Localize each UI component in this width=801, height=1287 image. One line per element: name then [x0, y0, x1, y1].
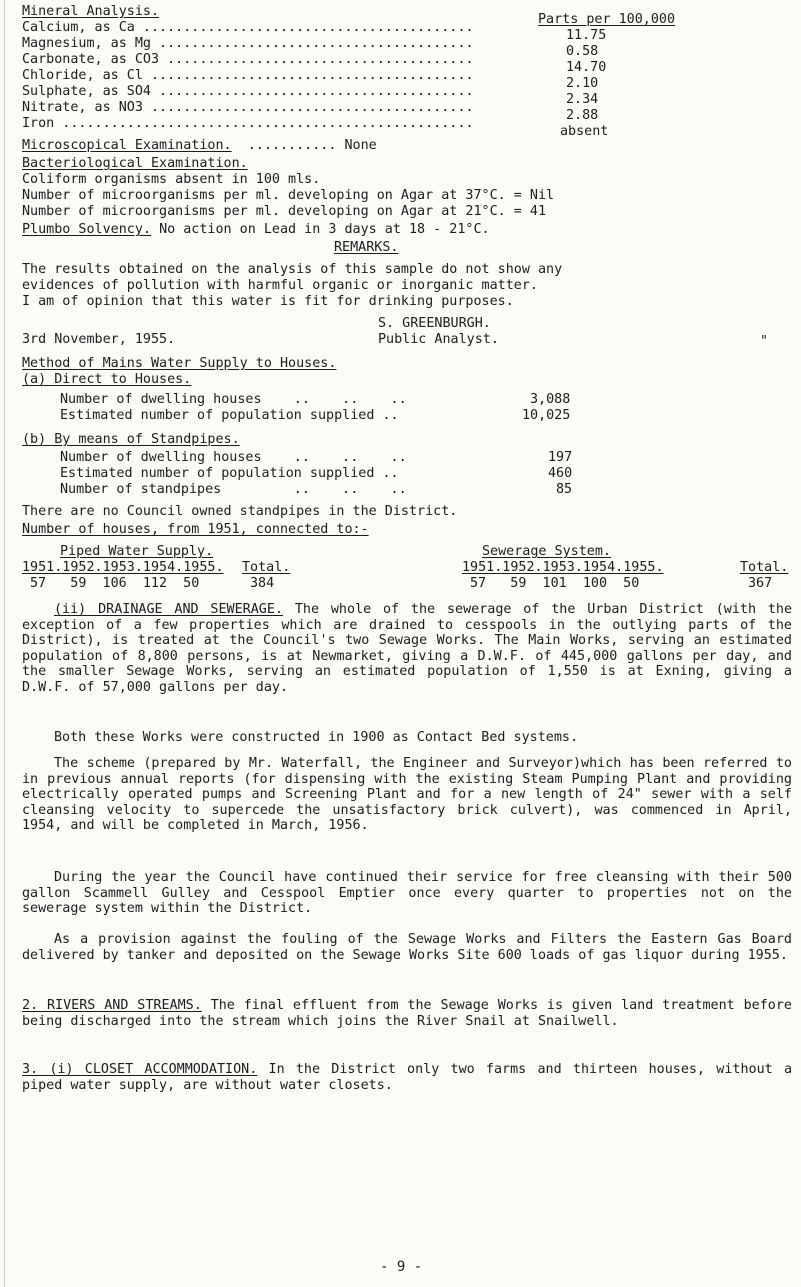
- supply-row-label: Number of standpipes .. .. ..: [60, 482, 407, 497]
- mineral-row-label: Iron ...................................................: [22, 116, 474, 131]
- sewerage-total: 367: [748, 576, 773, 591]
- supply-method-heading: Method of Mains Water Supply to Houses.: [22, 356, 337, 371]
- agar-21-line: Number of microorganisms per ml. developing on Agar at 21°C. = 41: [22, 204, 547, 219]
- bacteriological-heading: Bacteriological Examination.: [22, 156, 248, 171]
- mineral-row-label: Chloride, as Cl ........................................: [22, 68, 474, 83]
- remarks-line: The results obtained on the analysis of this sample do not show any: [22, 262, 563, 277]
- rivers-heading: 2. RIVERS AND STREAMS.: [22, 998, 202, 1013]
- mineral-value: 14.70: [566, 60, 607, 75]
- drainage-paragraph-2: Both these Works were constructed in 1900 as Contact Bed systems.: [54, 730, 579, 745]
- supply-row-value: 197: [548, 450, 573, 465]
- mineral-value: absent: [560, 124, 609, 139]
- piped-years: 1951.1952.1953.1954.1955.: [22, 560, 224, 575]
- drainage-paragraph: (ii) DRAINAGE AND SEWERAGE. The whole of the sewerage of the Urban District (with the exception of a few properties which are drained to cesspools in the outlying parts of the District), is treated at the Council's two Sewage Works. The Main Works, serving an estimated population of 8,800 persons, is at Newmarket, giving a D.W.F. of 445,000 gallons per day, and the smaller Sewage Works, serving an estimated population of 1,550 is at Exning, giving a D.W.F. of 57,000 gallons per day.: [22, 602, 793, 695]
- closet-heading: 3. (i) CLOSET ACCOMMODATION.: [22, 1062, 258, 1077]
- mineral-analysis-heading: Mineral Analysis.: [22, 4, 160, 19]
- report-date: 3rd November, 1955.: [22, 332, 176, 347]
- standpipes-heading: (b) By means of Standpipes.: [22, 432, 240, 447]
- signer-role: Public Analyst.: [378, 332, 499, 347]
- supply-row-label: Number of dwelling houses .. .. ..: [60, 450, 407, 465]
- piped-values: 57 59 106 112 50: [30, 576, 200, 591]
- supply-row-value: 10,025: [522, 408, 571, 423]
- mineral-row-label: Carbonate, as CO3 ......................................: [22, 52, 474, 67]
- piped-water-title: Piped Water Supply.: [60, 544, 214, 559]
- mineral-row-label: Sulphate, as SO4 .......................................: [22, 84, 474, 99]
- drainage-heading: (ii) DRAINAGE AND SEWERAGE.: [54, 602, 283, 617]
- piped-total-label: Total.: [242, 560, 291, 575]
- microscopical-row: Microscopical Examination. ........... None: [22, 138, 377, 153]
- drainage-paragraph-4: During the year the Council have continued their service for free cleansing with their 500 gallon Scammell Gulley and Cesspool Emptier once every quarter to properties not on the sewerage system within the District.: [22, 870, 792, 917]
- mineral-value: 2.34: [566, 92, 599, 107]
- remarks-line: evidences of pollution with harmful organic or inorganic matter.: [22, 278, 538, 293]
- agar-37-line: Number of microorganisms per ml. developing on Agar at 37°C. = Nil: [22, 188, 555, 203]
- supply-row-value: 460: [548, 466, 573, 481]
- sewerage-values: 57 59 101 100 50: [470, 576, 640, 591]
- piped-total: 384: [250, 576, 275, 591]
- units-heading: Parts per 100,000: [538, 12, 676, 27]
- mineral-row-label: Calcium, as Ca .........................................: [22, 20, 474, 35]
- supply-row-value: 3,088: [530, 392, 571, 407]
- page-number: - 9 -: [380, 1259, 423, 1275]
- mineral-value: 2.88: [566, 108, 599, 123]
- remarks-line: I am of opinion that this water is fit for drinking purposes.: [22, 294, 514, 309]
- houses-connected-heading: Number of houses, from 1951, connected to:-: [22, 522, 369, 537]
- ditto-mark: ": [760, 334, 769, 349]
- drainage-paragraph-3: The scheme (prepared by Mr. Waterfall, the Engineer and Surveyor)which has been referred to in previous annual reports (for dispensing with the existing Steam Pumping Plant and providing electrically operated pumps and Screening Plant and for a new length of 24" sewer with a self cleansing velocity to supercede the unsatisfactory brick culvert), was commenced in April, 1954, and will be completed in March, 1956.: [22, 756, 792, 834]
- supply-row-value: 85: [556, 482, 573, 497]
- rivers-paragraph: 2. RIVERS AND STREAMS. The final effluent from the Sewage Works is given land treatment before being discharged into the stream which joins the River Snail at Snailwell.: [22, 998, 792, 1029]
- sewerage-total-label: Total.: [740, 560, 789, 575]
- left-margin-rule: [4, 0, 5, 1287]
- direct-to-houses-heading: (a) Direct to Houses.: [22, 372, 192, 387]
- no-council-standpipes-line: There are no Council owned standpipes in the District.: [22, 504, 458, 519]
- supply-row-label: Number of dwelling houses .. .. ..: [60, 392, 407, 407]
- coliform-line: Coliform organisms absent in 100 mls.: [22, 172, 321, 187]
- mineral-row-label: Nitrate, as NO3 ........................................: [22, 100, 474, 115]
- closet-paragraph: 3. (i) CLOSET ACCOMMODATION. In the District only two farms and thirteen houses, without a piped water supply, are without water closets.: [22, 1062, 793, 1093]
- mineral-value: 2.10: [566, 76, 599, 91]
- mineral-value: 11.75: [566, 28, 607, 43]
- supply-row-label: Estimated number of population supplied ..: [60, 408, 399, 423]
- signer-name: S. GREENBURGH.: [378, 316, 491, 331]
- sewerage-title: Sewerage System.: [482, 544, 611, 559]
- plumbo-solvency-line: Plumbo Solvency. No action on Lead in 3 days at 18 - 21°C.: [22, 222, 490, 237]
- remarks-heading: REMARKS.: [334, 240, 399, 255]
- drainage-paragraph-5: As a provision against the fouling of the Sewage Works and Filters the Eastern Gas Board delivered by tanker and deposited on the Sewage Works Site 600 loads of gas liquor during 1955.: [22, 932, 792, 963]
- mineral-value: 0.58: [566, 44, 599, 59]
- mineral-row-label: Magnesium, as Mg .......................................: [22, 36, 474, 51]
- sewerage-years: 1951.1952.1953.1954.1955.: [462, 560, 664, 575]
- supply-row-label: Estimated number of population supplied ..: [60, 466, 399, 481]
